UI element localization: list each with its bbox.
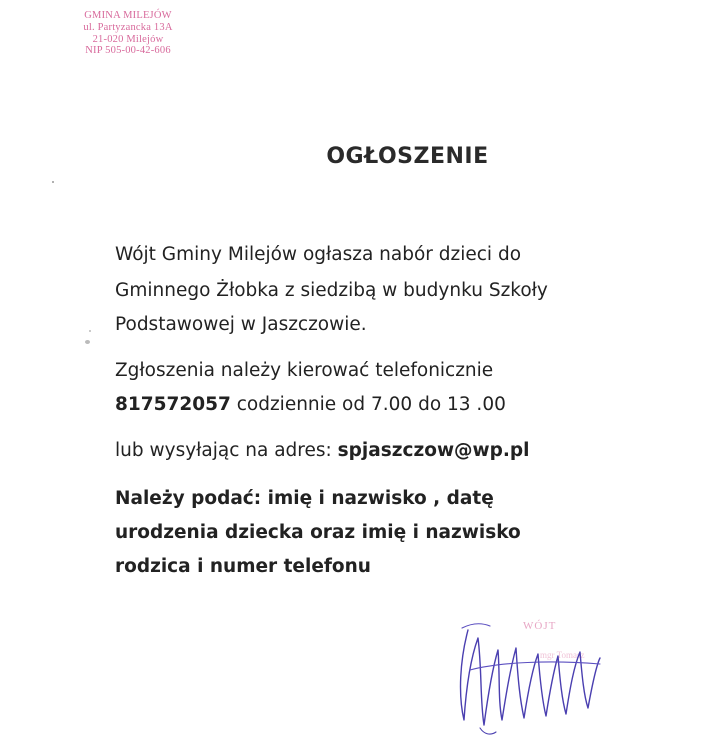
- required-info-paragraph: Należy podać: imię i nazwisko , datę urodzenia dziecka oraz imię i nazwisko rodzica i numer telefonu: [115, 488, 521, 577]
- announcement-line: Wójt Gminy Milejów ogłasza nabór dzieci do: [115, 244, 522, 265]
- announcement-line: Gminnego Żłobka z siedzibą w budynku Szkoły: [115, 280, 548, 301]
- stamp-postal: 21-020 Milejów: [92, 33, 164, 45]
- stamp-street: ul. Partyzancka 13A: [83, 21, 173, 33]
- signature-stamp-title: WÓJT: [523, 620, 557, 632]
- email-prefix: lub wysyłając na adres:: [115, 440, 338, 461]
- contact-line: Zgłoszenia należy kierować telefonicznie: [115, 360, 494, 381]
- stamp-name: GMINA MILEJÓW: [84, 10, 172, 21]
- scan-speck: [85, 340, 90, 344]
- announcement-line: Podstawowej w Jaszczowie.: [115, 314, 367, 335]
- phone-number: 817572057: [115, 394, 231, 415]
- scan-speck: [52, 181, 54, 183]
- email-address[interactable]: spjaszczow@wp.pl: [337, 440, 530, 461]
- hours-text: codziennie od 7.00 do 13 .00: [230, 394, 506, 415]
- signature-stamp-name: mgr Tomasz: [540, 650, 585, 660]
- scan-speck: [89, 330, 91, 332]
- email-line: [115, 440, 529, 461]
- handwritten-signature: [440, 600, 620, 740]
- stamp-nip: NIP 505-00-42-606: [85, 45, 171, 57]
- page-title: OGŁOSZENIE: [326, 144, 489, 169]
- municipality-stamp: [62, 10, 194, 57]
- contact-hours-line: [115, 394, 506, 415]
